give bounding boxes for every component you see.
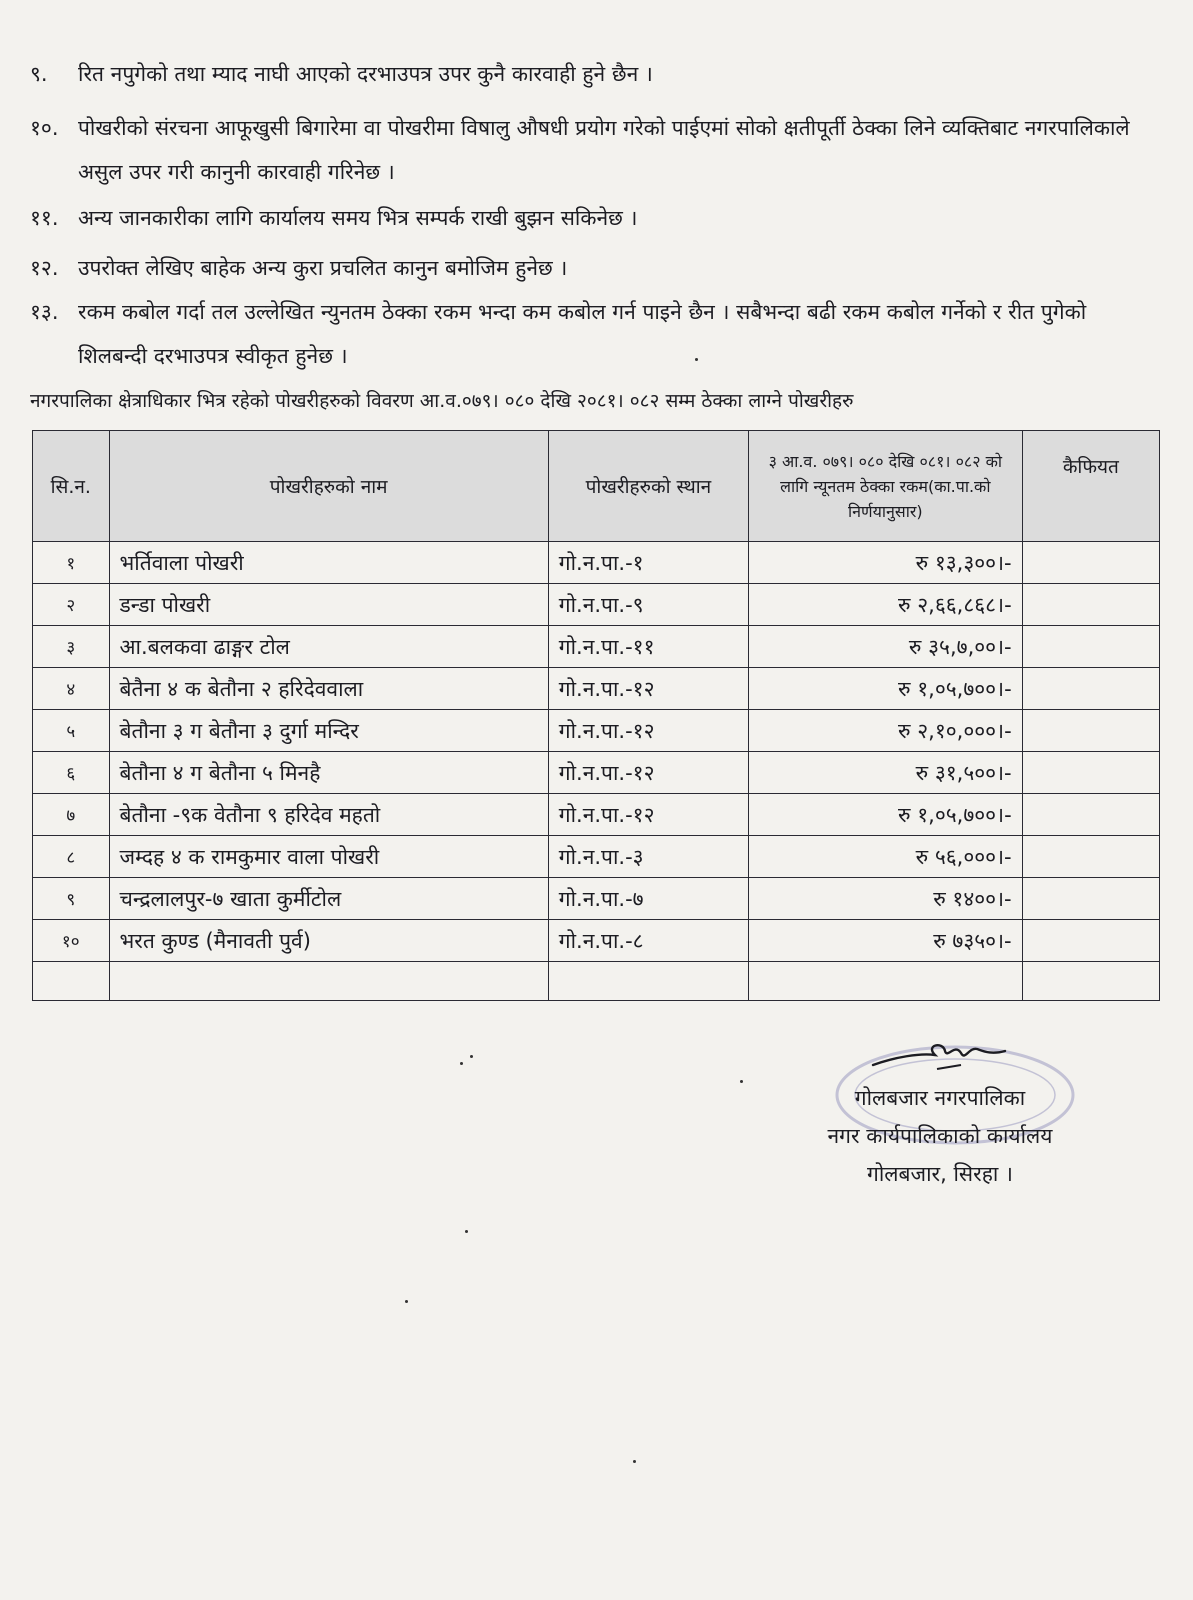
clause-number: १३.: [30, 300, 59, 324]
cell-amount: रु ७३५०।-: [749, 920, 1023, 962]
table-row: [33, 836, 1160, 878]
cell-amount: रु १,०५,७००।-: [749, 794, 1023, 836]
speck-icon: [740, 1080, 743, 1083]
header-remarks: कैफियत: [1022, 431, 1159, 542]
cell-name: चन्द्रलालपुर-७ खाता कुर्मीटोल: [109, 878, 548, 920]
cell-amount: रु २,६६,८६८।-: [749, 584, 1023, 626]
speck-icon: [405, 1300, 408, 1303]
cell-location: गो.न.पा.-१: [548, 542, 748, 584]
cell-name: भरत कुण्ड (मैनावती पुर्व): [109, 920, 548, 962]
clause-number: १०.: [30, 116, 59, 140]
cell-location: गो.न.पा.-३: [548, 836, 748, 878]
clause-number: १२.: [30, 256, 59, 280]
cell-name: डन्डा पोखरी: [109, 584, 548, 626]
cell-sn: ३: [33, 626, 110, 668]
cell-amount: रु ३५,७,००।-: [749, 626, 1023, 668]
header-location: पोखरीहरुको स्थान: [548, 431, 748, 542]
table-row: [33, 542, 1160, 584]
pond-table: [32, 430, 1160, 1001]
table-row-empty: [33, 962, 1160, 1001]
clause-11: [30, 196, 1140, 240]
cell-name: आ.बलकवा ढाङ्गर टोल: [109, 626, 548, 668]
clause-13: [30, 290, 1140, 378]
table-row: [33, 794, 1160, 836]
cell-amount: रु ५६,०००।-: [749, 836, 1023, 878]
clause-9: [30, 52, 1140, 96]
cell-sn: ९: [33, 878, 110, 920]
cell-amount: रु ३१,५००।-: [749, 752, 1023, 794]
cell-remarks: [1022, 794, 1159, 836]
clause-12: [30, 246, 1140, 290]
cell-name: जम्दह ४ क रामकुमार वाला पोखरी: [109, 836, 548, 878]
table-row: [33, 752, 1160, 794]
cell-sn: ६: [33, 752, 110, 794]
header-amount: ३ आ.व. ०७९। ०८० देखि ०८१। ०८२ को लागि न्यूनतम ठेक्का रकम(का.पा.को निर्णयानुसार): [749, 431, 1023, 542]
speck-icon: [460, 1062, 463, 1065]
cell-empty: [749, 962, 1023, 1001]
table-row: [33, 584, 1160, 626]
table-row: [33, 710, 1160, 752]
cell-location: गो.न.पा.-८: [548, 920, 748, 962]
header-sn: सि.न.: [33, 431, 110, 542]
cell-location: गो.न.पा.-१२: [548, 668, 748, 710]
cell-remarks: [1022, 836, 1159, 878]
clause-text: पोखरीको संरचना आफूखुसी बिगारेमा वा पोखरीमा विषालु औषधी प्रयोग गरेको पाईएमां सोको क्षतीपूर्ती ठेक्का लिने व्यक्तिबाट नगरपालिकाले असुल उपर गरी कानुनी कारवाही गरिनेछ ।: [78, 116, 1130, 184]
table-header-row: [33, 431, 1160, 542]
clause-number: ११.: [30, 206, 59, 230]
cell-location: गो.न.पा.-११: [548, 626, 748, 668]
table-row: [33, 668, 1160, 710]
cell-amount: रु १३,३००।-: [749, 542, 1023, 584]
handwritten-signature-icon: [865, 1035, 1015, 1075]
cell-sn: ४: [33, 668, 110, 710]
clause-text: अन्य जानकारीका लागि कार्यालय समय भित्र सम्पर्क राखी बुझन सकिनेछ ।: [78, 206, 638, 230]
pond-list-intro: नगरपालिका क्षेत्राधिकार भित्र रहेको पोखरीहरुको विवरण आ.व.०७९। ०८० देखि २०८१। ०८२ सम्म ठेक्का लाग्ने पोखरीहरु: [30, 390, 854, 412]
cell-remarks: [1022, 710, 1159, 752]
cell-empty: [109, 962, 548, 1001]
cell-sn: १: [33, 542, 110, 584]
cell-remarks: [1022, 920, 1159, 962]
clause-10: [30, 106, 1140, 194]
speck-icon: [465, 1230, 468, 1233]
cell-name: बेतौना -९क वेतौना ९ हरिदेव महतो: [109, 794, 548, 836]
cell-empty: [1022, 962, 1159, 1001]
cell-location: गो.न.पा.-७: [548, 878, 748, 920]
header-name: पोखरीहरुको नाम: [109, 431, 548, 542]
cell-remarks: [1022, 626, 1159, 668]
cell-name: बेतौना ४ ग बेतौना ५ मिनहै: [109, 752, 548, 794]
cell-sn: ५: [33, 710, 110, 752]
cell-amount: रु १,०५,७००।-: [749, 668, 1023, 710]
clause-text: रित नपुगेको तथा म्याद नाघी आएको दरभाउपत्र उपर कुनै कारवाही हुने छैन ।: [78, 62, 653, 86]
signature-block: [760, 1035, 1120, 1193]
cell-location: गो.न.पा.-१२: [548, 710, 748, 752]
cell-amount: रु २,१०,०००।-: [749, 710, 1023, 752]
cell-remarks: [1022, 542, 1159, 584]
cell-empty: [548, 962, 748, 1001]
cell-sn: ८: [33, 836, 110, 878]
cell-sn: २: [33, 584, 110, 626]
table-row: [33, 920, 1160, 962]
clause-text: रकम कबोल गर्दा तल उल्लेखित न्युनतम ठेक्का रकम भन्दा कम कबोल गर्न पाइने छैन । सबैभन्दा बढी रकम कबोल गर्नेको र रीत पुगेको शिलबन्दी दरभाउपत्र स्वीकृत हुनेछ ।: [78, 300, 1087, 368]
clause-number: ९.: [30, 62, 48, 86]
cell-name: बेतैना ४ क बेतौना २ हरिदेववाला: [109, 668, 548, 710]
table-row: [33, 626, 1160, 668]
cell-name: बेतौना ३ ग बेतौना ३ दुर्गा मन्दिर: [109, 710, 548, 752]
cell-remarks: [1022, 752, 1159, 794]
table-row: [33, 878, 1160, 920]
speck-icon: [470, 1055, 473, 1058]
cell-remarks: [1022, 584, 1159, 626]
cell-location: गो.न.पा.-१२: [548, 752, 748, 794]
cell-amount: रु १४००।-: [749, 878, 1023, 920]
cell-remarks: [1022, 668, 1159, 710]
speck-icon: [695, 358, 698, 361]
signature-line-3: गोलबजार, सिरहा ।: [867, 1162, 1013, 1186]
cell-location: गो.न.पा.-९: [548, 584, 748, 626]
clause-text: उपरोक्त लेखिए बाहेक अन्य कुरा प्रचलित कानुन बमोजिम हुनेछ ।: [78, 256, 568, 280]
speck-icon: [633, 1460, 636, 1463]
signature-line-1: गोलबजार नगरपालिका: [854, 1086, 1026, 1110]
cell-remarks: [1022, 878, 1159, 920]
cell-name: भर्तिवाला पोखरी: [109, 542, 548, 584]
cell-sn: १०: [33, 920, 110, 962]
signature-line-2: नगर कार्यपालिकाको कार्यालय: [827, 1124, 1053, 1148]
cell-sn: ७: [33, 794, 110, 836]
cell-empty: [33, 962, 110, 1001]
cell-location: गो.न.पा.-१२: [548, 794, 748, 836]
